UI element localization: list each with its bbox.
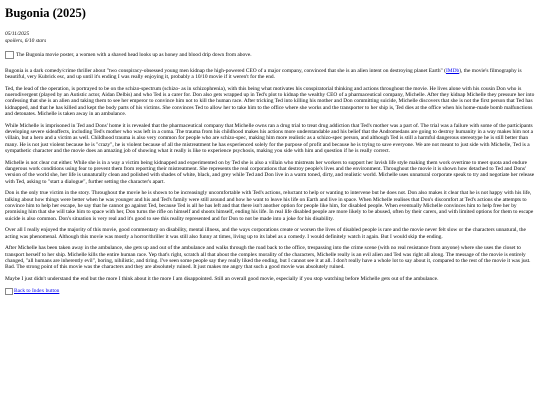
paragraph-ted: While Michelle is imprisoned in Ted and Dons' home it is revealed that the pharmaceutical company that Michelle owns ran a drug trial to treat drug addiction that Ted's mother was a part of. The trial was a failure with some of the participants developing severe sideaffects, including Ted's mother who was left in a coma. The trauma from his childhood makes his actions more understandable and his belief that the Andromedans are going to destroy humanity in a way makes him not a villain, but a hero and a victim as well. Childhood trauma is also very common for people who are schizo-spec, making him more realistic as a schizo-spec person, and although Ted is still a harmful dangerous stereotype he is still better than many. He is not just violent because he is "crazy", he is violent because of all the mistreatment he has experienced solely for the purpose of profit and because he is trying to save everyone. We are not meant to just side with Michelle, Ted is a sympathetic character and the movie does an amazing job of showing what it really is like to experience psychosis, making you side with him and question if he is really correct. <box>5 122 534 154</box>
intro-text-b: ), the movie's filmography is beautiful, very Kubrick esc, and up until it's ending I was really enjoying it, probably a 10/10 movie if it weren't for the end. <box>5 67 522 80</box>
paragraph-overall: Over all I really enjoyed the majority of this movie, good commentary on disability, mental illness, and the ways corporations create or worsen the lives of disabled people is rare and the movie never felt slow or the characters unnatural, the acting was phenomenal. Although this movie was mostly a horror/thriller it was still also funny at times, living up to its label as a comedy. I would definitely watch it again. But I would skip the ending. <box>5 227 526 240</box>
post-tags: spoilers, 6/10 stars <box>5 37 47 44</box>
intro-text-a: Bugonia is a dark comedy/crime thriller about "two conspiracy-obsessed young men kidnap the high-powered CEO of a major company, convinced that she is an alien intent on destroying planet Earth" ( <box>5 67 446 74</box>
movie-poster-image <box>5 52 535 60</box>
post-date: 05/11/2025 <box>5 31 30 37</box>
paragraph-intro <box>5 68 535 81</box>
back-button-alt-text: Back to Index button <box>14 287 60 294</box>
broken-image-icon <box>5 51 14 59</box>
paragraph-plot: Ted, the lead of the operation, is portrayed to be on the schizo-spectrum (schizo- as in schizophrenia), with this being what motivates his conspiratorial thinking and actions throughout the movie. He lives alone with his cousin Don who is nuerodivergent (played by an Autistic actor, Aidan Delbis) and who Ted is a carer for. Don also gets wrapped up in Ted's plot to kidnap the wealthy CEO of a pharmaceutical company, Michelle. After they kidnap Michelle they pressure her into confessing that she is an alien and taking them to see her emperor to convince him not to kill the human race. After tricking Ted into killing his mother and Don committing suicide, Michelle discovers that she is not the first person that Ted has kidnapped, and that he has killed and kept the body parts of his victims. She convinces Ted to allow her to take him to the office where she works and the transporter to her ship is, Ted dies at the office when his home-made bomb malfunctions and detonates. Michelle is taken away in an ambulance. <box>5 85 535 117</box>
paragraph-don: Don is the only true victim in the story. Throughout the movie he is shown to be increasingly uncomfortable with Ted's actions, reluctant to help or wanting to intervene but he does not. Don also makes it clear that he is not happy with his life, talking about how things were better when he was younger and his and Ted's family were still around and how he want to leave his life on Earth and live in space. When Michelle realises that Don's discomfort at Ted's actions she attempts to convince him to help her escape, he say that he cannot go against Ted, because Ted is all he has left and that there isn't another option for people like him, for disabled people. When eventually Michelle convinces him to help free her by promising him that she will take him to space with her, Don turns the rifle on himself and shoots himself, ending his life. In real life disabled people are more likely to be abused, often by their carers, and with limited options for them to escape suicide is also common. Don's situation is very real and it's good to see this reality represented and for Don to not be made into a joke for his disability. <box>5 190 534 222</box>
poster-alt-text: The Bugonia movie poster, a women with a shaved head looks up as honey and blood drip down from above. <box>16 51 252 58</box>
page-title: Bugonia (2025) <box>5 6 86 20</box>
broken-image-icon <box>5 288 13 295</box>
paragraph-michelle: Michelle is not clear cut either. While she is in a way a victim being kidnapped and experimented on by Ted she is also a villain who mistreats her workers to support her lavish life style making them work overtime to meet quota and endure dangerous work conditions using fear to prevent them from reporting their mistreatment. She represents the real corporations that destroy people's lives and the environment. Throughout the movie it is shown how detached to Ted and Dons' version of the world she, her life is unnaturally clean and polished with shades of white, black, and grey while Ted and Don live in a warm toned, dirty, and realistic world. Michelle uses unnatural corporate speak to try and negotiate her release with Ted, asking to "start a dialogue", further setting the character's apart. <box>5 159 535 185</box>
paragraph-ending: After Michelle has been taken away in the ambulance, she gets up and out of the ambulance and walks through the road back to the office, trespassing into the crime scene (with no real resistance from anyone) where she uses the closet to transport herself to her ship. Michelle kills the entire human race. Yep that's right, scratch all that about the complex morality of the characters, Michelle really is an evil alien and Ted was right all along. The message of the movie is entirely changed, "all humans are inherently evil", boring, nihilistic, and tiring. I've seen some people say they really liked the ending, but I cannot see it at all. I don't really have a whole lot to say about it, compared to the rest of the movie it was just. Bad. The strong point of this movie was the characters and they are absolutely ruined. It just makes me angry that such a good movie was absolutely ruined. <box>5 245 531 271</box>
imdb-link[interactable]: IMDb <box>445 67 460 74</box>
paragraph-conclusion: Maybe I just didn't understand the end but the more I think about it the more I am disappointed. Still an overall good movie, especially if you stop watching before Michelle gets out of the ambulance. <box>5 275 439 282</box>
post-meta <box>5 31 535 45</box>
back-to-index-button[interactable] <box>5 288 535 295</box>
